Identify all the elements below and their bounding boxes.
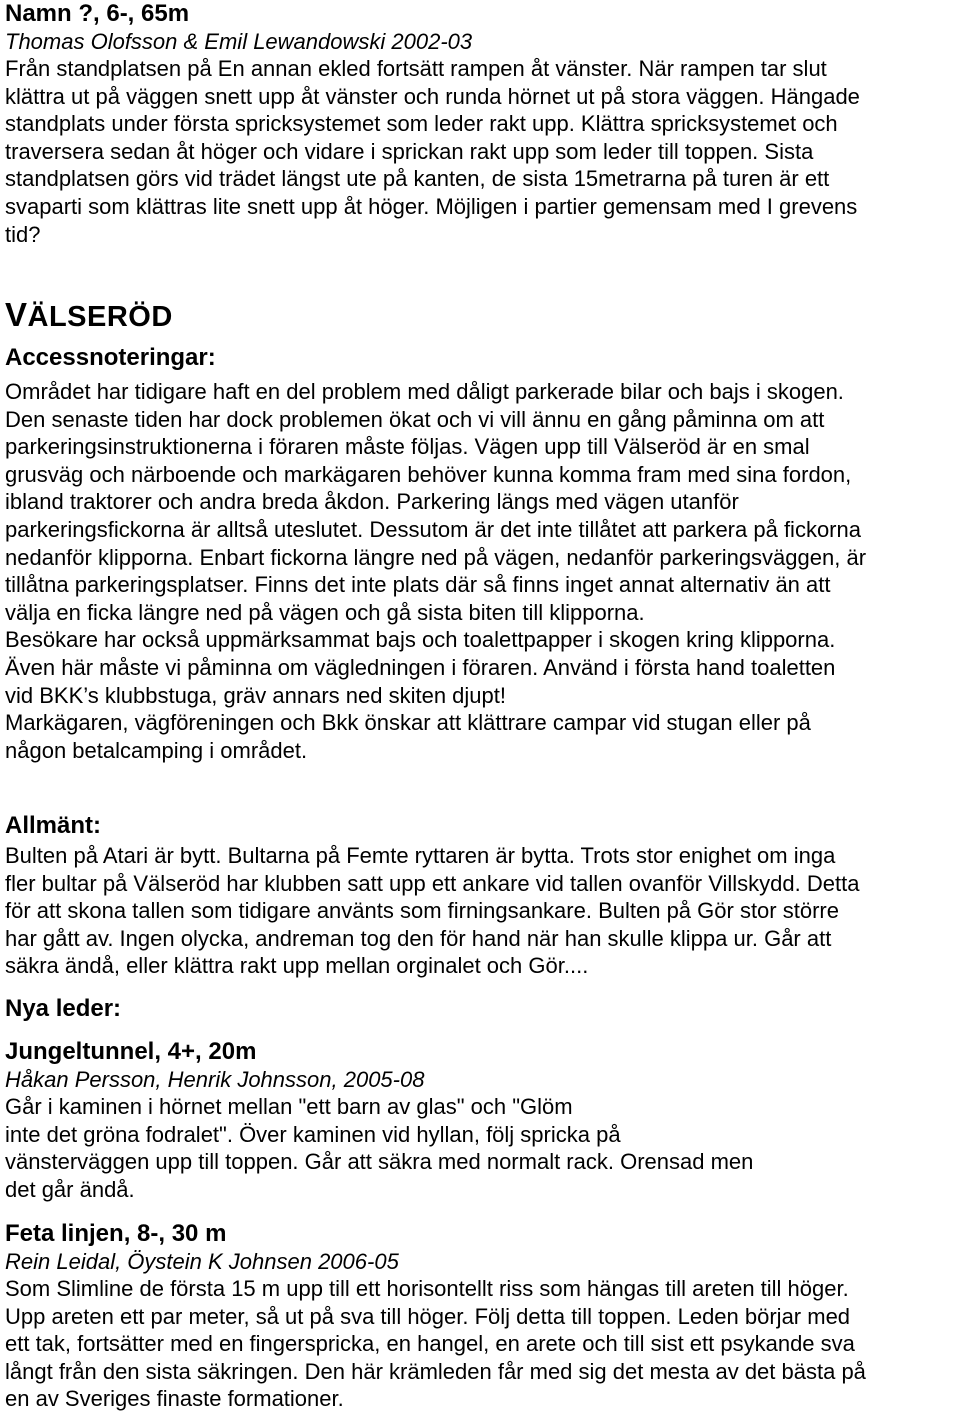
text-line: tid?: [5, 221, 41, 247]
text-line: Besökare har också uppmärksammat bajs och toalettpapper i skogen kring klipporna.: [5, 627, 836, 653]
text-line: parkeringsfickorna är alltså uteslutet. Dessutom är det inte tillåtet att parkera på fickorna: [5, 516, 861, 542]
text-line: tillåtna parkeringsplatser. Finns det inte plats där så finns inget annat alternativ än att: [5, 572, 831, 598]
text-line: Området har tidigare haft en del problem med dåligt parkerade bilar och bajs i skogen.: [5, 379, 844, 404]
route-namn: [5, 0, 955, 248]
text-line: inte det gröna fodralet". Över kaminen vid hyllan, följ spricka på: [5, 1121, 621, 1147]
text-line: parkeringsinstruktionerna i föraren måste följas. Vägen upp till Välseröd är en smal: [5, 434, 810, 460]
text-line: Den senaste tiden har dock problemen ökat och vi vill ännu en gång påminna om att: [5, 406, 825, 432]
text-line: standplatsen görs vid trädet längst ute på kanten, de sista 15metrarna på turen är ett: [5, 166, 830, 192]
text-line: en av Sveriges finaste formationer.: [5, 1386, 344, 1412]
route-description: [5, 55, 955, 248]
text-line: vid BKK’s klubbstuga, gräv annars ned skiten djupt!: [5, 682, 507, 708]
route-title: Namn ?, 6-, 65m: [5, 0, 190, 27]
text-line: traversera sedan åt höger och vidare i sprickan rakt upp som leder till toppen. Sista: [5, 138, 814, 164]
access-notes: [5, 344, 955, 764]
text-line: grusväg och närboende och markägaren behöver kunna komma fram med sina fordon,: [5, 461, 852, 487]
text-line: långt från den sista säkringen. Den här krämleden får med sig det mesta av det bästa på: [5, 1358, 866, 1384]
route-description: [5, 1275, 955, 1413]
text-line: någon betalcamping i området.: [5, 737, 308, 763]
text-line: för att skona tallen som tidigare använts som firningsankare. Bulten på Gör stor större: [5, 898, 839, 924]
text-line: ibland traktorer och andra breda åkdon. Parkering längs med vägen utanför: [5, 489, 739, 515]
route-title: Jungeltunnel, 4+, 20m: [5, 1038, 257, 1065]
text-line: det går ändå.: [5, 1176, 135, 1202]
route-title: Feta linjen, 8-, 30 m: [5, 1220, 227, 1247]
text-line: Bulten på Atari är bytt. Bultarna på Femte ryttaren är bytta. Trots stor enighet om inga: [5, 843, 836, 868]
access-heading: Accessnoteringar:: [5, 344, 216, 371]
text-line: har gått av. Ingen olycka, andreman tog den för hand när han skulle klippa ur. Går att: [5, 925, 832, 951]
text-line: Går i kaminen i hörnet mellan "ett barn av glas" och "Glöm: [5, 1094, 573, 1119]
access-text: [5, 378, 955, 764]
route-feta-linjen: [5, 1220, 955, 1413]
section-title-rest: ÄLSERÖD: [27, 301, 173, 333]
new-routes: [5, 995, 955, 1023]
text-line: säkra ändå, eller klättra rakt upp mellan orginalet och Gör....: [5, 953, 589, 979]
text-line: Som Slimline de första 15 m upp till ett horisontellt riss som hängas till areten till höger.: [5, 1276, 849, 1301]
section-title-initial: V: [5, 296, 28, 333]
text-line: klättra ut på väggen snett upp åt vänster och runda hörnet ut på stora väggen. Hängade: [5, 83, 860, 109]
text-line: Från standplatsen på En annan ekled fortsätt rampen åt vänster. När rampen tar slut: [5, 56, 827, 81]
route-jungeltunnel: [5, 1038, 955, 1203]
route-description: [5, 1093, 955, 1203]
section-valserod: [5, 298, 955, 334]
text-line: fler bultar på Välseröd har klubben satt upp ett ankare vid tallen ovanför Villskydd. Detta: [5, 870, 860, 896]
route-authors: Thomas Olofsson & Emil Lewandowski 2002-03: [5, 29, 473, 54]
general-heading: Allmänt:: [5, 812, 101, 839]
new-routes-heading: Nya leder:: [5, 995, 122, 1022]
text-line: Även här måste vi påminna om vägledningen i föraren. Använd i första hand toaletten: [5, 654, 836, 680]
general-text: [5, 842, 955, 980]
text-line: Markägaren, vägföreningen och Bkk önskar att klättrare campar vid stugan eller på: [5, 710, 811, 736]
text-line: välja en ficka längre ned på vägen och gå sista biten till klipporna.: [5, 599, 645, 625]
text-line: vänsterväggen upp till toppen. Går att säkra med normalt rack. Orensad men: [5, 1149, 754, 1175]
text-line: nedanför klipporna. Enbart fickorna längre ned på vägen, nedanför parkeringsväggen, är: [5, 544, 867, 570]
text-line: ett tak, fortsätter med en fingerspricka, en hangel, en arete och till sist ett psykande sva: [5, 1331, 855, 1357]
text-line: standplats under första spricksystemet som leder rakt upp. Klättra spricksystemet och: [5, 111, 838, 137]
route-authors: Rein Leidal, Öystein K Johnsen 2006-05: [5, 1249, 399, 1274]
general-notes: [5, 812, 955, 980]
text-line: Upp areten ett par meter, så ut på sva till höger. Följ detta till toppen. Leden börjar med: [5, 1303, 851, 1329]
route-authors: Håkan Persson, Henrik Johnsson, 2005-08: [5, 1067, 425, 1092]
section-title: [5, 298, 955, 334]
text-line: svaparti som klättras lite snett upp åt höger. Möjligen i partier gemensam med I grevens: [5, 193, 858, 219]
